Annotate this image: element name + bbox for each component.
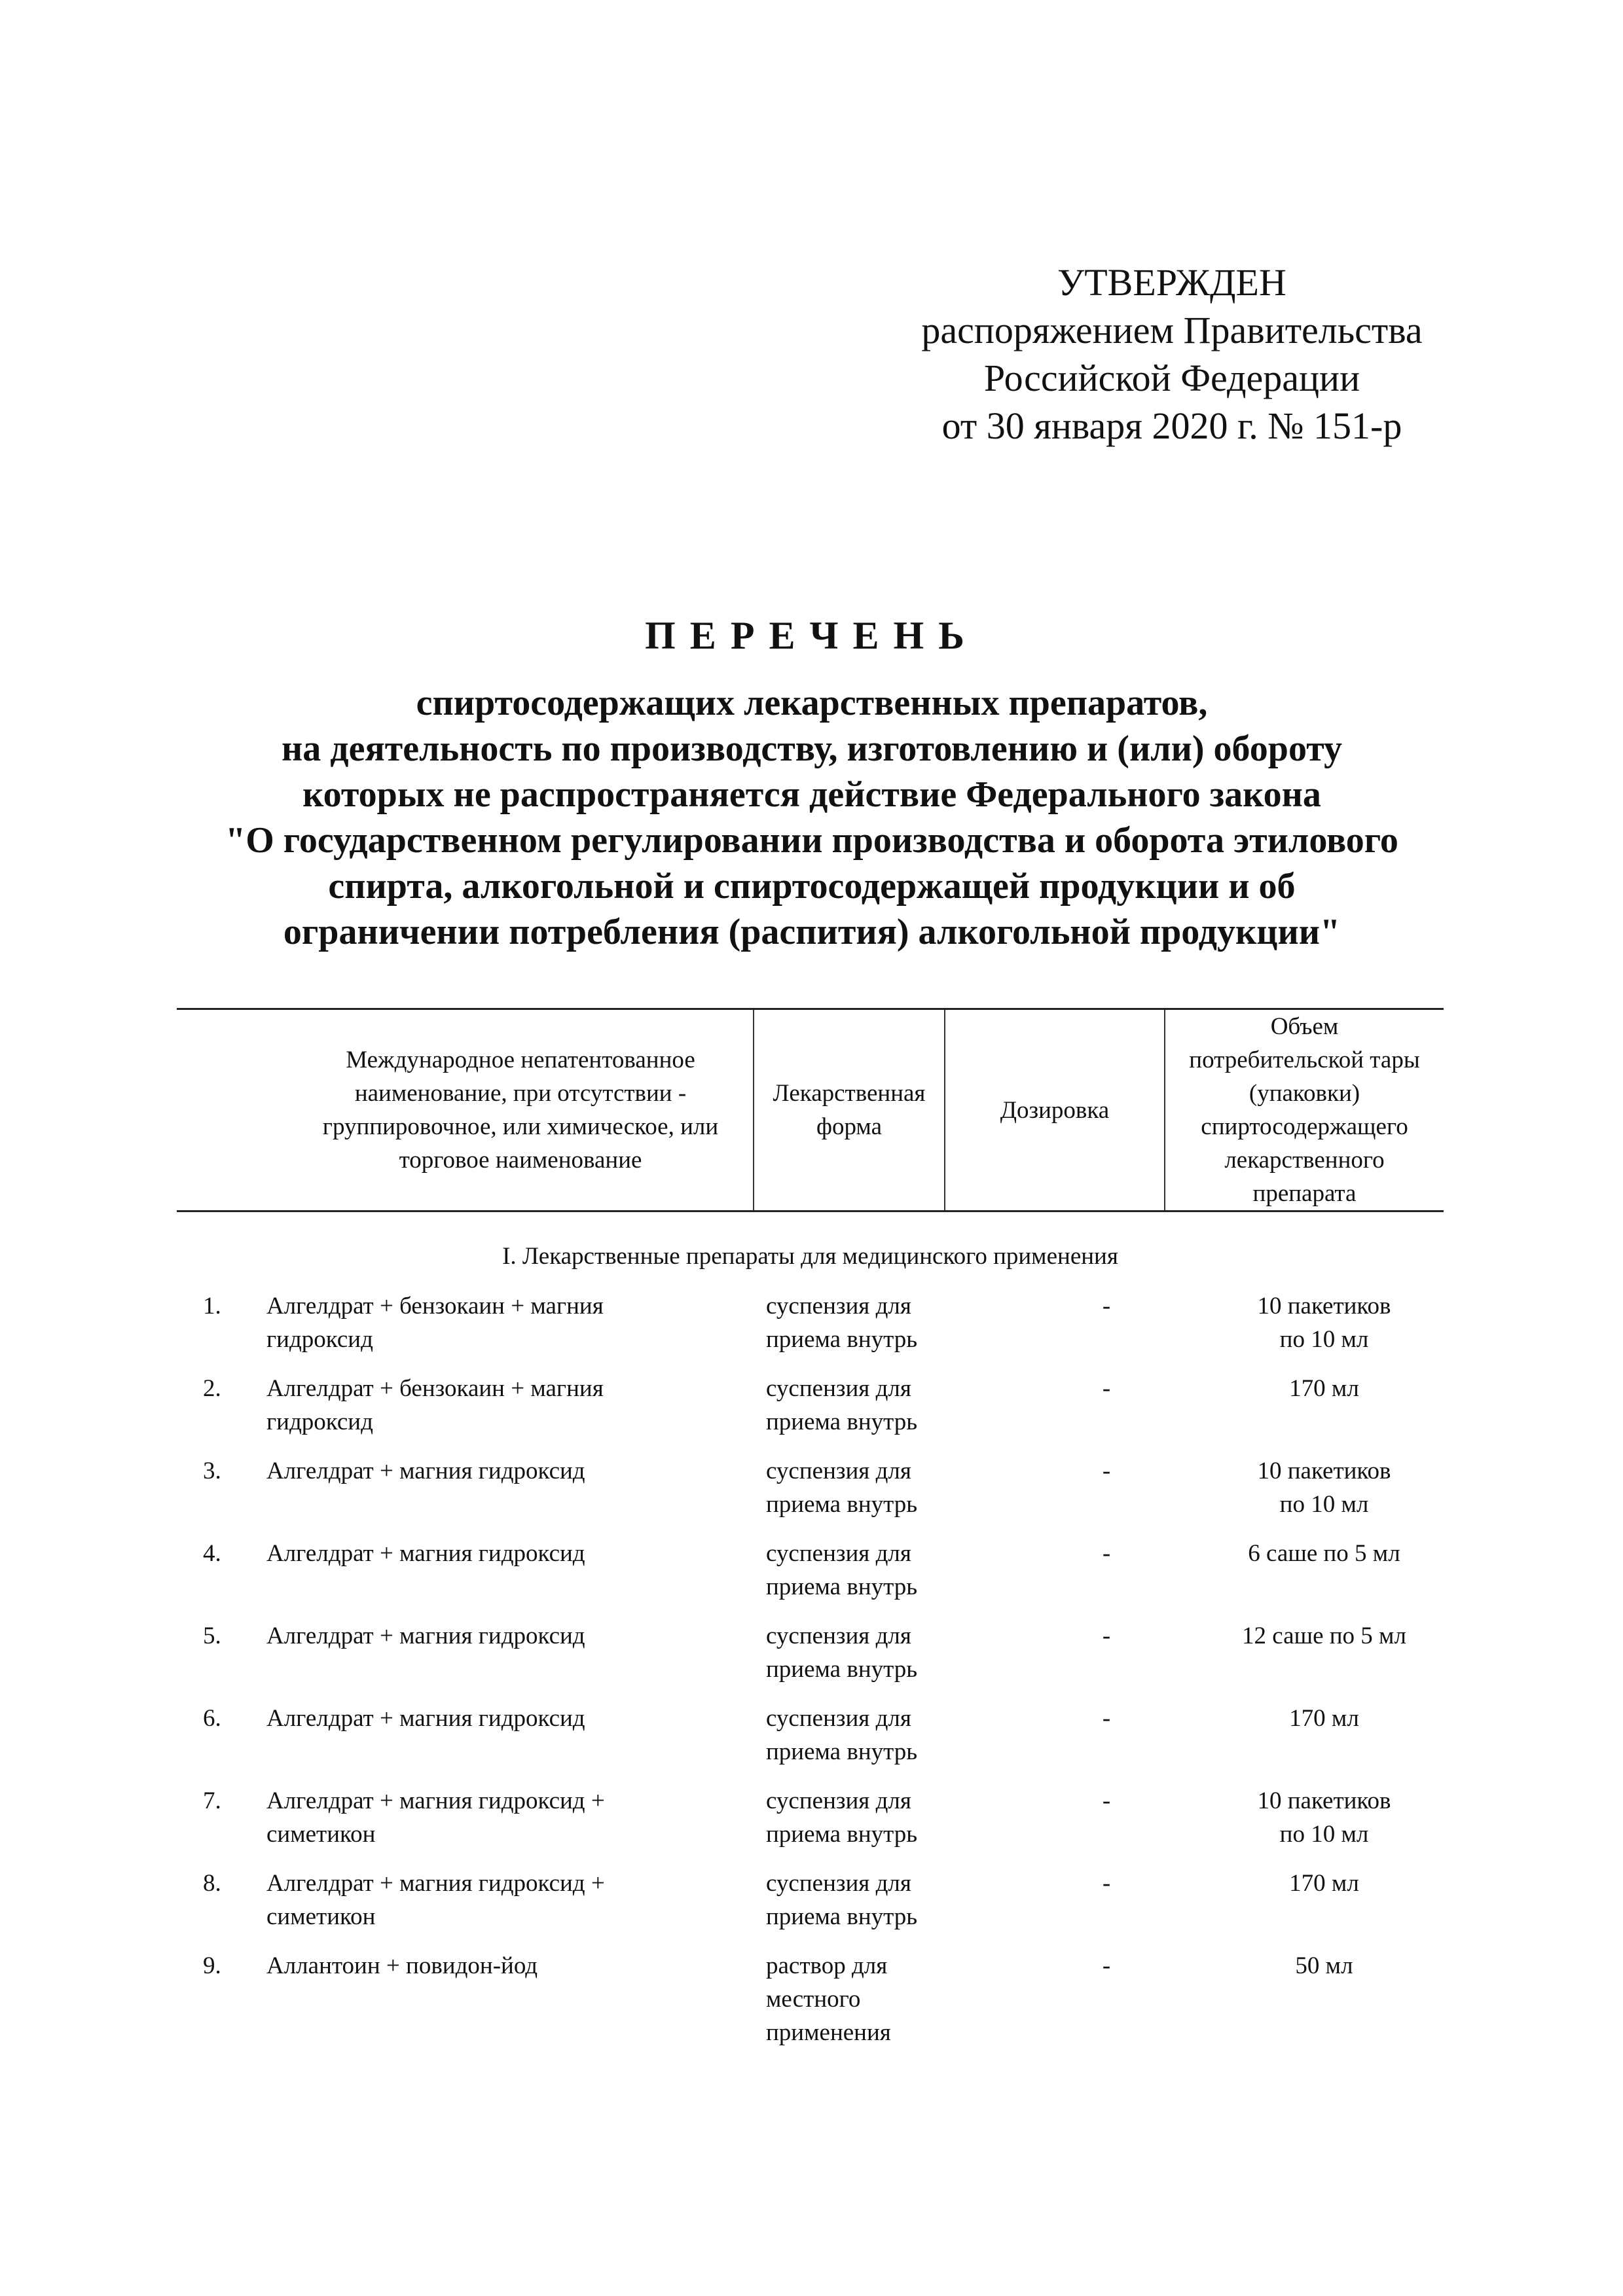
row-number: 7.: [203, 1787, 221, 1814]
row-number: 3.: [203, 1458, 221, 1484]
row-name: Аллантоин + повидон-йод: [266, 1952, 538, 1979]
row-name: Алгелдрат + магния гидроксид: [266, 1458, 585, 1484]
table-row: [177, 1619, 1444, 1702]
approval-line-decree: распоряжением Правительства: [921, 309, 1423, 351]
table-row: [177, 1372, 1444, 1454]
row-dose: -: [1102, 1787, 1111, 1814]
approval-stamp: [877, 259, 1467, 450]
row-form: суспензия для приема внутрь: [766, 1787, 918, 1848]
row-dose: -: [1102, 1375, 1111, 1402]
table-row: [177, 1454, 1444, 1537]
row-volume: 10 пакетиков по 10 мл: [1257, 1293, 1391, 1353]
row-volume: 170 мл: [1289, 1375, 1359, 1402]
header-name: [236, 1010, 805, 1210]
table-row: [177, 1949, 1444, 2067]
row-number: 9.: [203, 1952, 221, 1979]
header-volume: [1165, 1010, 1444, 1210]
subtitle-line: спиртосодержащих лекарственных препаратов,: [416, 683, 1208, 723]
row-volume: 12 саше по 5 мл: [1242, 1623, 1406, 1649]
approval-line-date: от 30 января 2020 г. № 151-р: [941, 404, 1402, 447]
row-volume: 10 пакетиков по 10 мл: [1257, 1458, 1391, 1518]
row-name: Алгелдрат + магния гидроксид + симетикон: [266, 1787, 605, 1848]
row-dose: -: [1102, 1623, 1111, 1649]
row-form: суспензия для приема внутрь: [766, 1375, 918, 1435]
table-row: [177, 1867, 1444, 1949]
table-body: [177, 1289, 1444, 2067]
row-number: 1.: [203, 1293, 221, 1319]
row-name: Алгелдрат + магния гидроксид: [266, 1705, 585, 1732]
table-row: [177, 1289, 1444, 1372]
row-volume: 170 мл: [1289, 1705, 1359, 1732]
row-number: 5.: [203, 1623, 221, 1649]
row-dose: -: [1102, 1952, 1111, 1979]
approval-title: УТВЕРЖДЕН: [1057, 261, 1286, 304]
row-dose: -: [1102, 1293, 1111, 1319]
row-form: суспензия для приема внутрь: [766, 1705, 918, 1765]
row-dose: -: [1102, 1540, 1111, 1567]
row-dose: -: [1102, 1870, 1111, 1897]
row-volume: 6 саше по 5 мл: [1248, 1540, 1400, 1567]
header-name-text: Международное непатентованное наименование, при отсутствии - группировочное, или химическое, или торговое наименование: [322, 1047, 719, 1174]
subtitle-line: ограничении потребления (распития) алкогольной продукции": [283, 912, 1341, 952]
row-form: раствор для местного применения: [766, 1952, 891, 2046]
table-row: [177, 1702, 1444, 1784]
approval-line-federation: Российской Федерации: [983, 357, 1360, 399]
document-title: ПЕРЕЧЕНЬ: [645, 614, 979, 657]
header-volume-text: Объем потребительской тары (упаковки) спиртосодержащего лекарственного препарата: [1189, 1013, 1420, 1207]
row-number: 2.: [203, 1375, 221, 1402]
row-form: суспензия для приема внутрь: [766, 1623, 918, 1683]
row-dose: -: [1102, 1705, 1111, 1732]
header-form: [754, 1010, 944, 1210]
header-form-text: Лекарственная форма: [773, 1080, 926, 1140]
table-row: [177, 1537, 1444, 1619]
row-volume: 10 пакетиков по 10 мл: [1257, 1787, 1391, 1848]
header-dose-text: Дозировка: [1000, 1096, 1110, 1124]
row-name: Алгелдрат + магния гидроксид: [266, 1540, 585, 1567]
subtitle-line: которых не распространяется действие Федерального закона: [302, 774, 1321, 815]
row-volume: 50 мл: [1295, 1952, 1353, 1979]
row-name: Алгелдрат + бензокаин + магния гидроксид: [266, 1375, 604, 1435]
row-number: 6.: [203, 1705, 221, 1732]
row-form: суспензия для приема внутрь: [766, 1458, 918, 1518]
subtitle-line: "О государственном регулировании производства и оборота этилового: [225, 820, 1398, 861]
drug-list-table: [177, 1008, 1444, 2046]
row-form: суспензия для приема внутрь: [766, 1870, 918, 1930]
row-name: Алгелдрат + магния гидроксид + симетикон: [266, 1870, 605, 1930]
row-number: 8.: [203, 1870, 221, 1897]
row-volume: 170 мл: [1289, 1870, 1359, 1897]
header-dose: [945, 1010, 1164, 1210]
row-name: Алгелдрат + бензокаин + магния гидроксид: [266, 1293, 604, 1353]
subtitle-line: спирта, алкогольной и спиртосодержащей продукции и об: [328, 866, 1296, 906]
section-heading: I. Лекарственные препараты для медицинского применения: [502, 1243, 1118, 1270]
table-row: [177, 1784, 1444, 1867]
table-header: [177, 1008, 1444, 1212]
row-form: суспензия для приема внутрь: [766, 1293, 918, 1353]
subtitle-line: на деятельность по производству, изготовлению и (или) обороту: [282, 728, 1342, 769]
row-form: суспензия для приема внутрь: [766, 1540, 918, 1600]
document-title-block: [131, 612, 1493, 955]
row-dose: -: [1102, 1458, 1111, 1484]
row-number: 4.: [203, 1540, 221, 1567]
row-name: Алгелдрат + магния гидроксид: [266, 1623, 585, 1649]
